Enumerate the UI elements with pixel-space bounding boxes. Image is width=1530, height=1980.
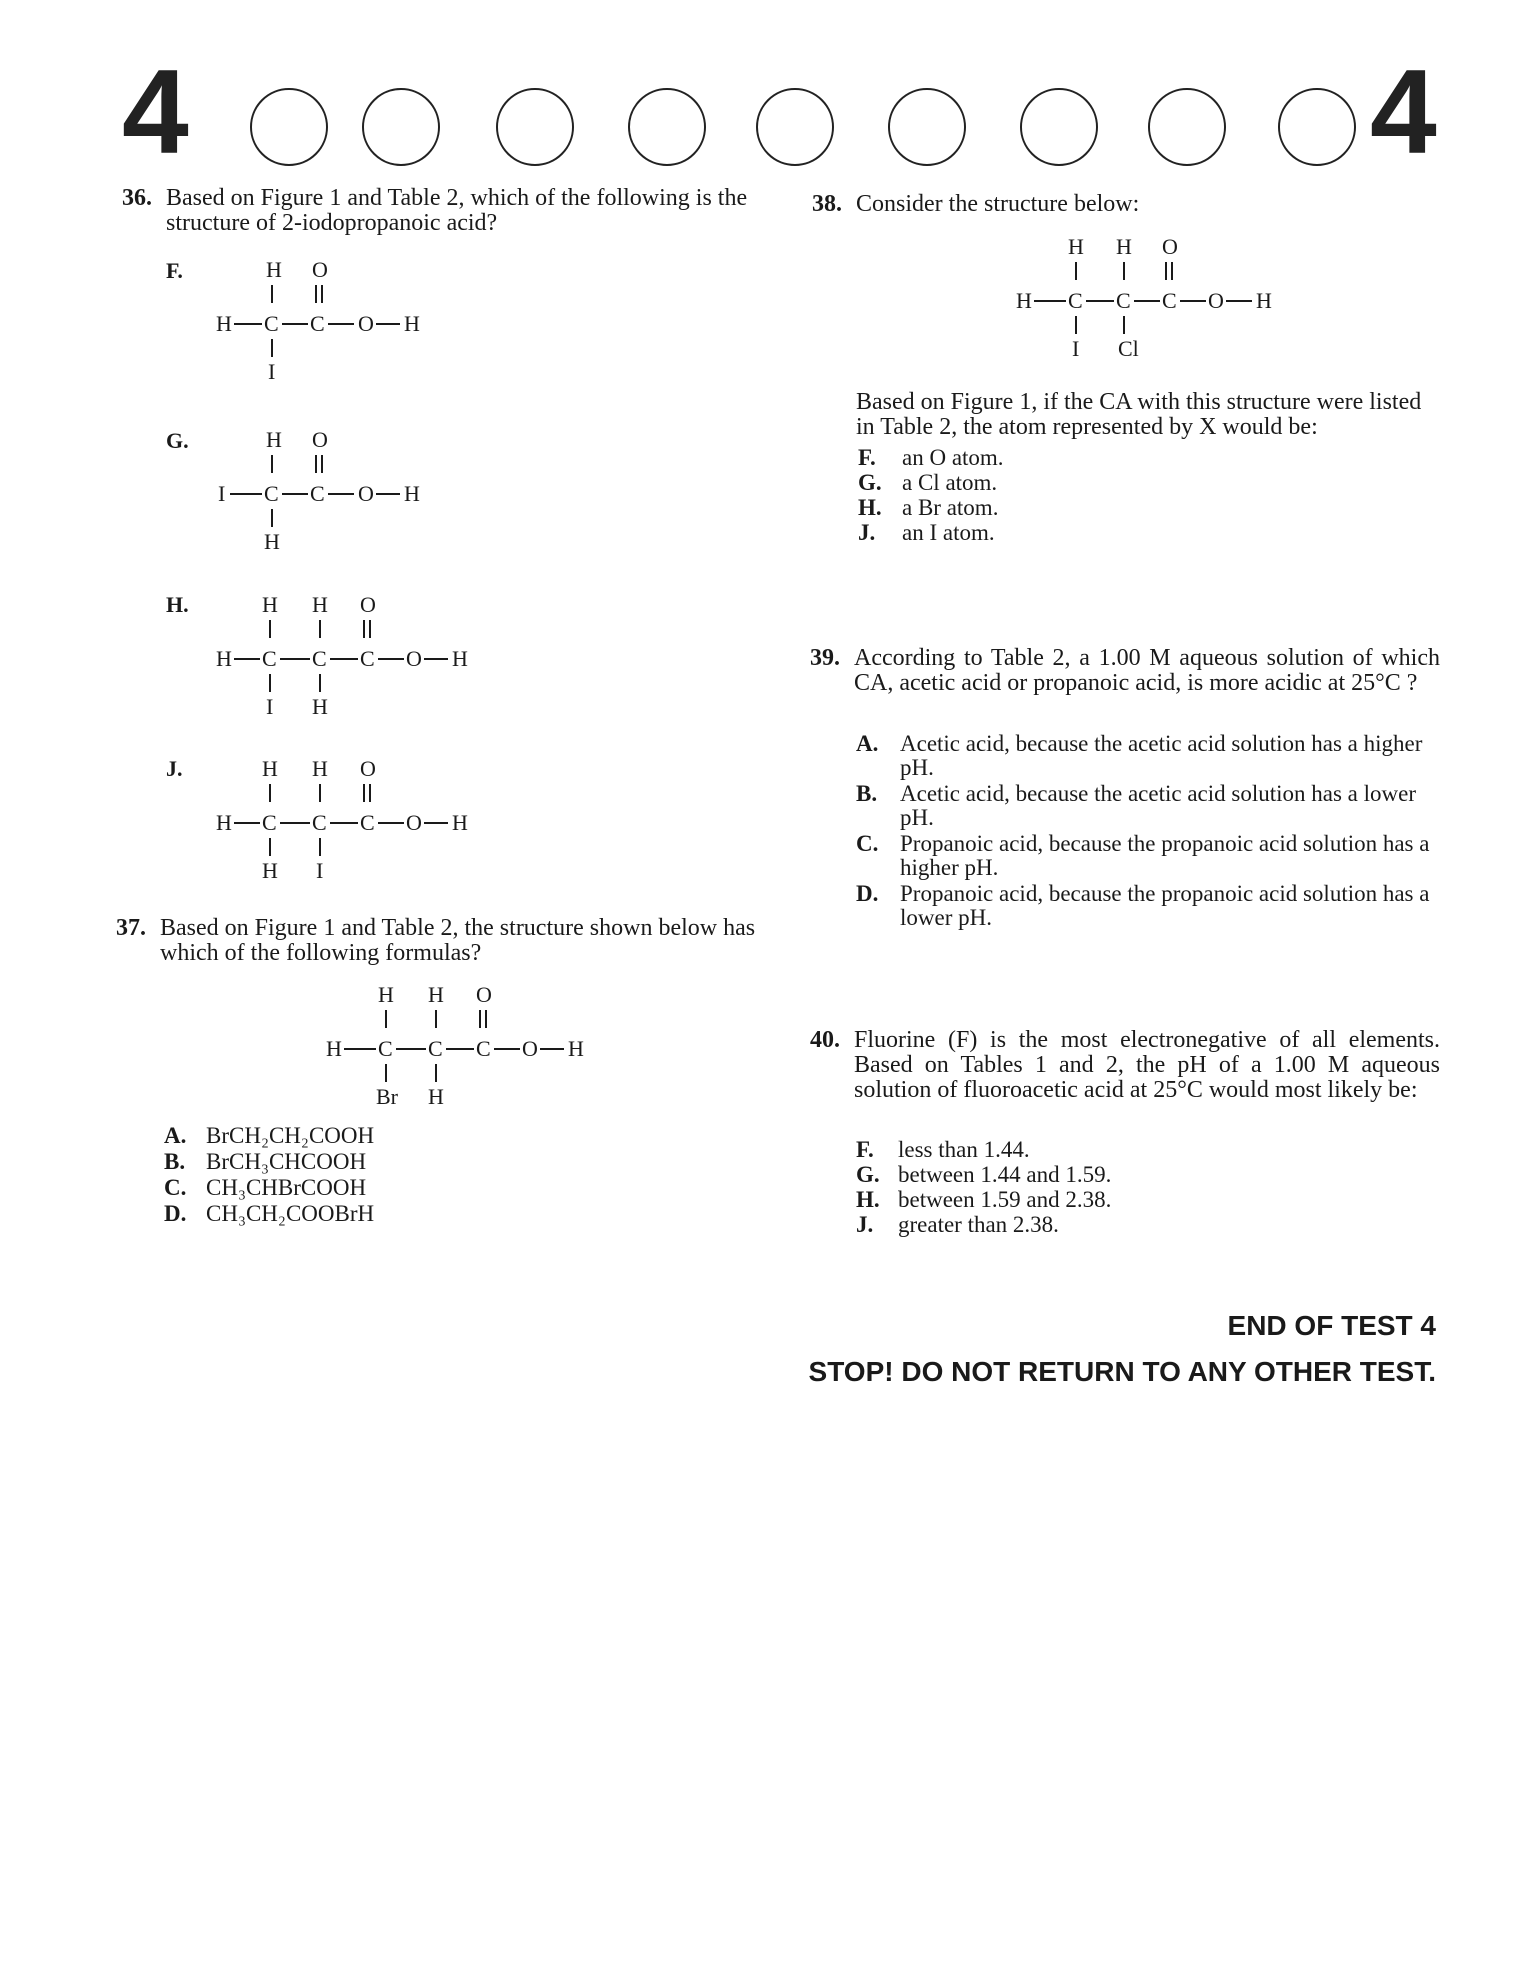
svg-text:H: H — [568, 1036, 584, 1061]
svg-text:C: C — [310, 481, 325, 506]
structure-q37 — [310, 980, 630, 1120]
choice-text: between 1.44 and 1.59. — [898, 1162, 1112, 1187]
svg-text:C: C — [262, 646, 277, 671]
page-number-left: 4 — [122, 45, 189, 179]
question-number: 38. — [812, 191, 842, 217]
svg-text:H: H — [216, 810, 232, 835]
question-text: Fluorine (F) is the most electronegative of all elements. Based on Tables 1 and 2, the pH of a 1.00 M aqueous solution of fluoroacetic acid at 25°C would most likely be: — [854, 1027, 1440, 1103]
answer-choice[interactable] — [164, 1202, 374, 1226]
svg-text:C: C — [264, 311, 279, 336]
question-number: 40. — [810, 1027, 840, 1053]
choice-text: between 1.59 and 2.38. — [898, 1187, 1112, 1212]
svg-text:O: O — [522, 1036, 538, 1061]
svg-text:O: O — [358, 311, 374, 336]
answer-choice[interactable] — [856, 882, 1442, 930]
bubble-circle — [756, 88, 834, 166]
choice-text: BrCH₃CHCOOH — [206, 1149, 367, 1174]
svg-text:O: O — [1162, 234, 1178, 259]
svg-text:H: H — [404, 311, 420, 336]
svg-text:H: H — [262, 592, 278, 617]
question-text: According to Table 2, a 1.00 M aqueous solution of which CA, acetic acid or propanoic acid, is more acidic at 25°C ? — [854, 645, 1440, 696]
bubble-circle — [1148, 88, 1226, 166]
svg-text:C: C — [312, 810, 327, 835]
answer-choice[interactable] — [856, 1188, 1111, 1212]
svg-text:H: H — [262, 858, 278, 883]
svg-text:H: H — [452, 646, 468, 671]
choice-text: an O atom. — [902, 445, 1004, 470]
choice-letter: A. — [164, 1123, 187, 1148]
bubble-circle — [1278, 88, 1356, 166]
svg-text:C: C — [264, 481, 279, 506]
choice-letter: J. — [856, 1212, 874, 1237]
choice-letter: G. — [858, 470, 882, 495]
svg-text:I: I — [266, 694, 274, 719]
svg-text:C: C — [1162, 288, 1177, 313]
question-37 — [116, 916, 756, 966]
stop-notice: STOP! DO NOT RETURN TO ANY OTHER TEST. — [808, 1356, 1436, 1387]
answer-choice[interactable] — [856, 782, 1442, 830]
choice-letter: F. — [856, 1137, 874, 1162]
option-letter: J. — [166, 756, 183, 781]
choice-text: Acetic acid, because the acetic acid solution has a lower pH. — [900, 781, 1416, 830]
option-letter: F. — [166, 258, 183, 283]
svg-text:C: C — [1116, 288, 1131, 313]
question-38 — [812, 192, 1452, 217]
choice-text: CH₃CHBrCOOH — [206, 1175, 367, 1200]
svg-text:C: C — [428, 1036, 443, 1061]
svg-text:C: C — [1068, 288, 1083, 313]
bubble-circle — [628, 88, 706, 166]
question-number: 36. — [122, 185, 152, 211]
followup-text: Based on Figure 1, if the CA with this structure were listed in Table 2, the atom represented by X would be: — [856, 389, 1422, 440]
bubble-circle — [362, 88, 440, 166]
svg-text:C: C — [378, 1036, 393, 1061]
svg-text:C: C — [262, 810, 277, 835]
svg-text:I: I — [1072, 336, 1080, 361]
bubble-circle — [250, 88, 328, 166]
svg-text:H: H — [1256, 288, 1272, 313]
svg-text:C: C — [310, 311, 325, 336]
svg-text:H: H — [216, 646, 232, 671]
choice-text: less than 1.44. — [898, 1137, 1030, 1162]
svg-text:Br: Br — [376, 1084, 398, 1109]
bubble-circle — [496, 88, 574, 166]
choice-letter: H. — [858, 495, 882, 520]
question-text: Based on Figure 1 and Table 2, which of the following is the structure of 2-iodopropanoic acid? — [166, 185, 748, 236]
question-38-followup — [856, 390, 1442, 440]
structure-option-g — [200, 425, 460, 565]
choice-letter: D. — [164, 1201, 187, 1226]
question-text: Consider the structure below: — [856, 191, 1140, 217]
svg-text:H: H — [312, 592, 328, 617]
answer-choice[interactable] — [858, 446, 1004, 470]
choice-letter: C. — [856, 831, 879, 856]
choice-text: CH₃CH₂COOBrH — [206, 1201, 375, 1226]
structure-option-f — [200, 255, 460, 395]
svg-text:H: H — [378, 982, 394, 1007]
option-letter: G. — [166, 428, 189, 453]
svg-text:C: C — [476, 1036, 491, 1061]
svg-text:O: O — [358, 481, 374, 506]
svg-text:C: C — [360, 646, 375, 671]
end-of-test-label: END OF TEST 4 — [1227, 1310, 1436, 1341]
svg-text:O: O — [406, 646, 422, 671]
svg-text:O: O — [406, 810, 422, 835]
choice-text: a Cl atom. — [902, 470, 998, 495]
choice-letter: J. — [858, 520, 876, 545]
choice-letter: C. — [164, 1175, 187, 1200]
answer-choice[interactable] — [856, 732, 1442, 780]
question-number: 37. — [116, 915, 146, 941]
svg-text:H: H — [312, 756, 328, 781]
svg-text:C: C — [312, 646, 327, 671]
svg-text:H: H — [1016, 288, 1032, 313]
choice-letter: G. — [856, 1162, 880, 1187]
svg-text:H: H — [1068, 234, 1084, 259]
svg-text:O: O — [1208, 288, 1224, 313]
structure-option-j — [200, 754, 520, 894]
svg-text:Cl: Cl — [1118, 336, 1139, 361]
svg-text:H: H — [1116, 234, 1132, 259]
answer-choice[interactable] — [856, 1138, 1030, 1162]
svg-text:O: O — [312, 427, 328, 452]
choice-text: Propanoic acid, because the propanoic acid solution has a lower pH. — [900, 881, 1430, 930]
choice-letter: B. — [164, 1149, 186, 1174]
svg-text:H: H — [428, 1084, 444, 1109]
svg-text:C: C — [360, 810, 375, 835]
answer-choice[interactable] — [858, 496, 998, 520]
choice-letter: H. — [856, 1187, 880, 1212]
choice-text: a Br atom. — [902, 495, 999, 520]
answer-choice[interactable] — [858, 521, 995, 545]
svg-text:O: O — [476, 982, 492, 1007]
svg-text:H: H — [262, 756, 278, 781]
structure-option-h — [200, 590, 520, 730]
svg-text:H: H — [326, 1036, 342, 1061]
choice-letter: A. — [856, 731, 879, 756]
choice-text: Propanoic acid, because the propanoic acid solution has a higher pH. — [900, 831, 1430, 880]
svg-text:H: H — [428, 982, 444, 1007]
option-letter: H. — [166, 592, 189, 617]
question-number: 39. — [810, 645, 840, 671]
choice-letter: D. — [856, 881, 879, 906]
question-text: Based on Figure 1 and Table 2, the structure shown below has which of the following formulas? — [160, 915, 756, 966]
svg-text:I: I — [316, 858, 324, 883]
svg-text:H: H — [266, 257, 282, 282]
choice-text: Acetic acid, because the acetic acid solution has a higher pH. — [900, 731, 1423, 780]
svg-text:H: H — [452, 810, 468, 835]
svg-text:O: O — [360, 592, 376, 617]
choice-letter: B. — [856, 781, 878, 806]
svg-text:I: I — [268, 359, 276, 384]
answer-choice[interactable] — [856, 1213, 1059, 1237]
bubble-circle — [888, 88, 966, 166]
svg-text:O: O — [360, 756, 376, 781]
bubble-circle — [1020, 88, 1098, 166]
answer-choice[interactable] — [856, 832, 1442, 880]
svg-text:O: O — [312, 257, 328, 282]
question-39 — [810, 646, 1440, 696]
choice-letter: F. — [858, 445, 876, 470]
question-40 — [810, 1028, 1440, 1103]
question-36 — [122, 186, 762, 236]
page-number-right: 4 — [1370, 45, 1437, 179]
svg-text:H: H — [404, 481, 420, 506]
choice-text: greater than 2.38. — [898, 1212, 1059, 1237]
structure-q38 — [1000, 232, 1320, 372]
answer-choice[interactable] — [164, 1124, 374, 1148]
svg-text:H: H — [264, 529, 280, 554]
answer-choice[interactable] — [858, 471, 997, 495]
svg-text:H: H — [216, 311, 232, 336]
svg-text:H: H — [266, 427, 282, 452]
answer-choice[interactable] — [164, 1150, 366, 1174]
answer-choice[interactable] — [164, 1176, 366, 1200]
svg-text:H: H — [312, 694, 328, 719]
choice-text: BrCH₂CH₂COOH — [206, 1123, 375, 1148]
answer-choice[interactable] — [856, 1163, 1111, 1187]
choice-text: an I atom. — [902, 520, 995, 545]
svg-text:I: I — [218, 481, 226, 506]
